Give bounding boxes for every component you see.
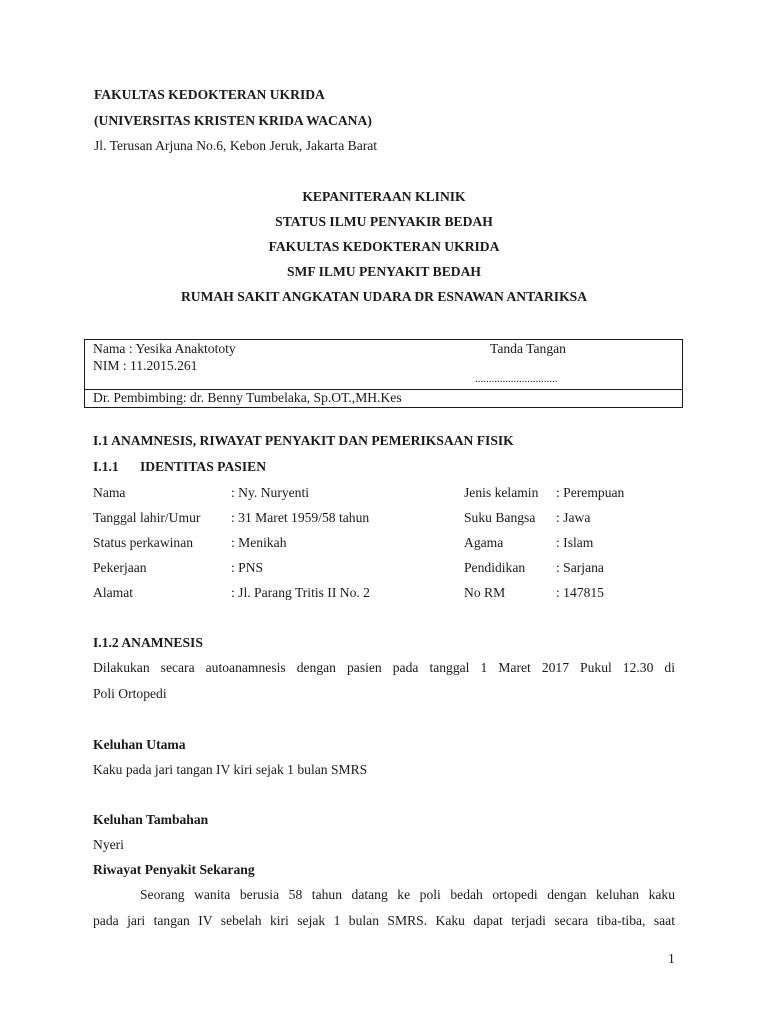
title-hospital: RUMAH SAKIT ANGKATAN UDARA DR ESNAWAN ANTARIKSA	[180, 289, 588, 304]
value-tanggal-lahir: : 31 Maret 1959/58 tahun	[231, 510, 370, 525]
keluhan-utama-text: Kaku pada jari tangan IV kiri sejak 1 bulan SMRS	[93, 762, 368, 777]
label-jenis-kelamin: Jenis kelamin	[464, 485, 539, 500]
page-number: 1	[668, 951, 675, 966]
identity-number: I.1.1	[93, 459, 119, 474]
keluhan-utama-title: Keluhan Utama	[93, 737, 186, 752]
value-pendidikan: : Sarjana	[556, 560, 604, 575]
label-pendidikan: Pendidikan	[464, 560, 526, 575]
anamnesis-title: I.1.2 ANAMNESIS	[93, 635, 203, 650]
faculty-name: FAKULTAS KEDOKTERAN UKRIDA	[94, 87, 325, 102]
title-smf: SMF ILMU PENYAKIT BEDAH	[287, 264, 481, 279]
institution-address: Jl. Terusan Arjuna No.6, Kebon Jeruk, Jakarta Barat	[94, 138, 378, 153]
label-agama: Agama	[464, 535, 504, 550]
student-name: Nama : Yesika Anaktototy	[93, 341, 236, 356]
value-pekerjaan: : PNS	[231, 560, 264, 575]
identity-title: IDENTITAS PASIEN	[140, 459, 267, 474]
title-kepaniteraan: KEPANITERAAN KLINIK	[302, 189, 466, 204]
signature-label: Tanda Tangan	[490, 341, 566, 356]
supervisor: Dr. Pembimbing: dr. Benny Tumbelaka, Sp.OT.,MH.Kes	[93, 390, 402, 405]
signature-line: ..............................	[475, 373, 558, 385]
value-alamat: : Jl. Parang Tritis II No. 2	[231, 585, 370, 600]
rps-line2: pada jari tangan IV sebelah kiri sejak 1 bulan SMRS. Kaku dapat terjadi secara tiba-tiba, saat	[93, 913, 675, 928]
label-no-rm: No RM	[464, 585, 506, 600]
label-nama: Nama	[93, 485, 126, 500]
value-suku-bangsa: : Jawa	[556, 510, 591, 525]
value-no-rm: : 147815	[556, 585, 604, 600]
value-status-perkawinan: : Menikah	[231, 535, 287, 550]
value-agama: : Islam	[556, 535, 594, 550]
rps-title: Riwayat Penyakit Sekarang	[93, 862, 255, 877]
student-nim: NIM : 11.2015.261	[93, 358, 198, 373]
title-status: STATUS ILMU PENYAKIR BEDAH	[275, 214, 493, 229]
title-faculty: FAKULTAS KEDOKTERAN UKRIDA	[268, 239, 500, 254]
label-alamat: Alamat	[93, 585, 134, 600]
anamnesis-paragraph-line1: Dilakukan secara autoanamnesis dengan pasien pada tanggal 1 Maret 2017 Pukul 12.30 di	[93, 660, 675, 675]
label-pekerjaan: Pekerjaan	[93, 560, 147, 575]
university-name: (UNIVERSITAS KRISTEN KRIDA WACANA)	[94, 113, 372, 128]
anamnesis-paragraph-line2: Poli Ortopedi	[93, 686, 167, 701]
keluhan-tambahan-title: Keluhan Tambahan	[93, 812, 209, 827]
label-status-perkawinan: Status perkawinan	[93, 535, 194, 550]
label-suku-bangsa: Suku Bangsa	[464, 510, 536, 525]
rps-line1: Seorang wanita berusia 58 tahun datang ke poli bedah ortopedi dengan keluhan kaku	[140, 887, 675, 902]
value-nama: : Ny. Nuryenti	[231, 485, 310, 500]
keluhan-tambahan-text: Nyeri	[93, 837, 124, 852]
section-title: I.1 ANAMNESIS, RIWAYAT PENYAKIT DAN PEMERIKSAAN FISIK	[93, 433, 514, 448]
value-jenis-kelamin: : Perempuan	[556, 485, 625, 500]
label-tanggal-lahir: Tanggal lahir/Umur	[93, 510, 201, 525]
